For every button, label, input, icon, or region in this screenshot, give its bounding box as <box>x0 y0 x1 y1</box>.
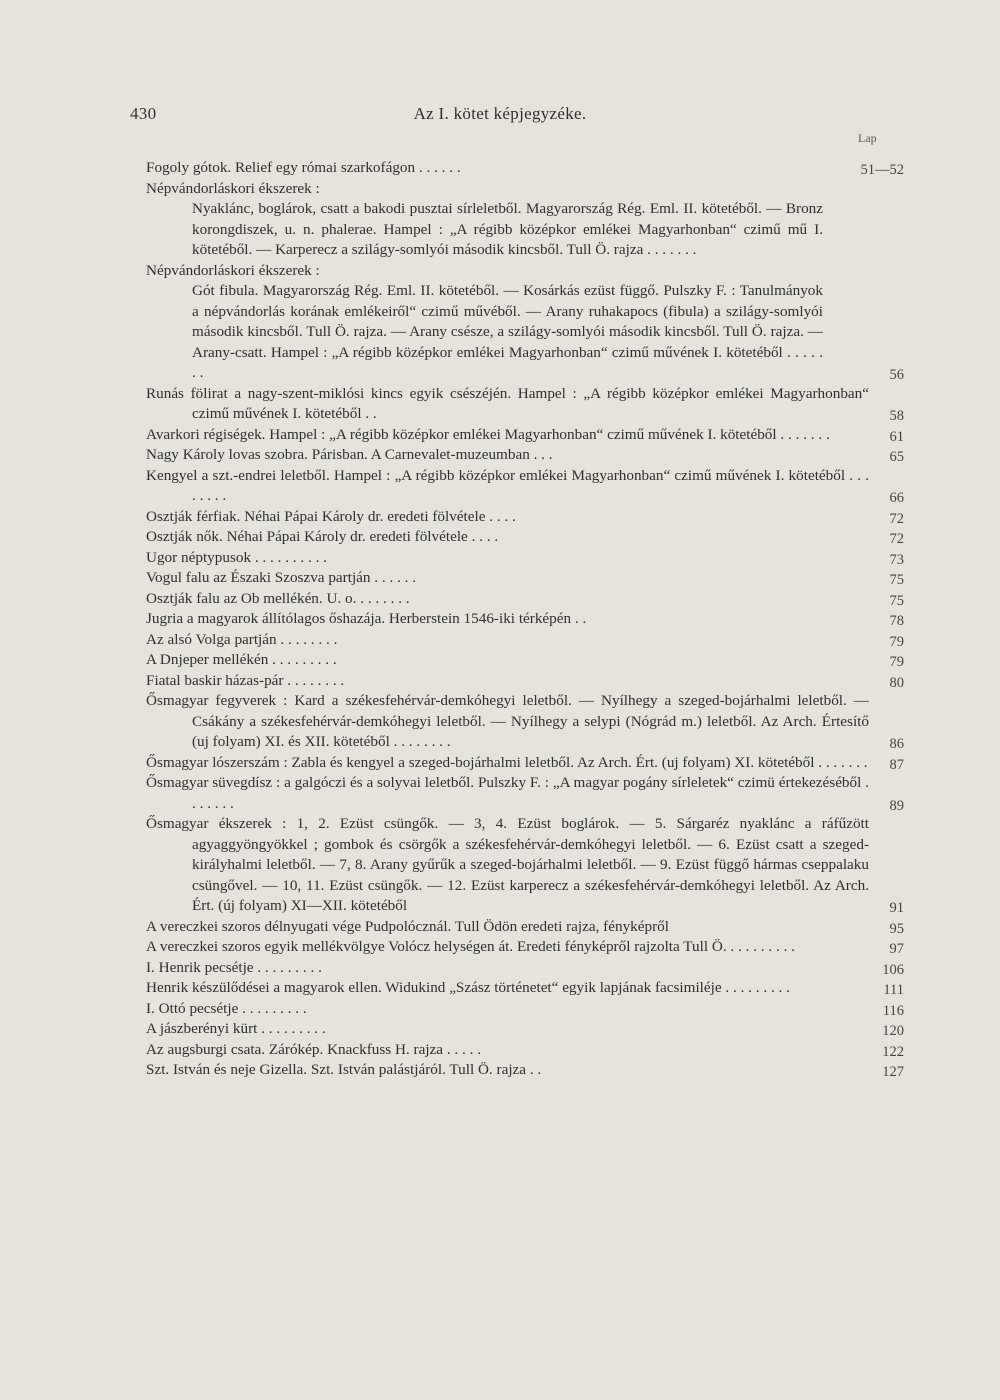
entry-page-number: 95 <box>889 920 904 937</box>
entry-caption: Ugor néptypusok . . . . . . . . . . <box>146 548 327 566</box>
entry-page-number: 120 <box>882 1023 904 1039</box>
figure-index-list <box>0 158 1000 1081</box>
entry-caption: Osztják férfiak. Néhai Pápai Károly dr. eredeti fölvétele . . . . <box>146 507 516 525</box>
entry-caption: Osztják falu az Ob mellékén. U. o. . . . . . . . <box>146 589 410 607</box>
entry-caption: Ősmagyar lószerszám : Zabla és kengyel a szeged-bojárhalmi leletből. Az Arch. Ért. (uj folyam) XI. kötetéből . . . . . . . <box>146 753 868 771</box>
entry-caption: A vereczkei szoros egyik mellékvölgye Volócz helységen át. Eredeti fényképről rajzolta Tull Ö. . . . . . . . . . <box>146 938 795 955</box>
entry-caption: Ősmagyar süvegdísz : a galgóczi és a solyvai leletből. Pulszky F. : „A magyar pogány sírleletek“ czimü értekezéséből . . . . . . . <box>146 774 869 812</box>
entry-page-number: 116 <box>882 1002 904 1019</box>
page-column-label: Lap <box>858 131 877 145</box>
index-entry <box>0 158 1000 179</box>
index-entry <box>0 691 1000 753</box>
page-number: 430 <box>130 104 157 123</box>
entry-caption: A Dnjeper mellékén . . . . . . . . . <box>146 651 337 668</box>
entry-caption: I. Henrik pecsétje . . . . . . . . . <box>146 958 322 976</box>
index-entry <box>0 978 1000 999</box>
index-entry <box>0 1019 1000 1040</box>
entry-page-number: 73 <box>889 551 904 568</box>
index-entry <box>0 753 1000 774</box>
index-entry <box>0 568 1000 589</box>
index-entry <box>0 445 1000 466</box>
entry-page-number: 75 <box>889 592 904 609</box>
entry-page-number: 91 <box>889 900 904 916</box>
entry-page-number: 80 <box>889 674 904 691</box>
entry-caption: Runás fölirat a nagy-szent-miklósi kincs egyik csészéjén. Hampel : „A régibb középkor emlékei Magyarhonban“ czimű művének I. kötetéből . . <box>146 384 869 422</box>
entry-caption: Jugria a magyarok állítólagos őshazája. Herberstein 1546-iki térképén . . <box>146 610 587 627</box>
entry-page-number: 51—52 <box>860 162 904 178</box>
entry-caption: A vereczkei szoros délnyugati vége Pudpolócznál. Tull Ödön eredeti rajza, fényképről <box>146 917 669 935</box>
index-entry <box>0 1040 1000 1061</box>
entry-page-number: 75 <box>889 572 904 588</box>
index-entry <box>0 548 1000 569</box>
index-entry <box>0 425 1000 446</box>
index-entry <box>0 261 1000 282</box>
entry-caption: Avarkori régiségek. Hampel : „A régibb középkor emlékei Magyarhonban“ czimű művének I. kötetéből . . . . . . . <box>146 425 830 443</box>
entry-page-number: 56 <box>889 367 904 383</box>
entry-page-number: 79 <box>889 654 904 670</box>
entry-caption: Gót fibula. Magyarország Rég. Eml. II. kötetéből. — Kosárkás ezüst függő. Pulszky F. : Tanulmányok a népvándorlás korának emlékeiről“ czimű művéből. — Arany ruhakapocs (fibula) a szilágy-somlyói második kincsből. Tull Ö. rajza. — Arany csésze, a szilágy-somlyói második kincsből. Tull Ö. rajza. — Arany-csatt. Hampel : „A régibb középkor emlékei Magyarhonban“ czimű művének I. kötetéből . . . . . . . <box>192 282 823 381</box>
index-entry <box>0 384 1000 425</box>
entry-caption: Osztják nők. Néhai Pápai Károly dr. eredeti fölvétele . . . . <box>146 528 499 545</box>
entry-caption: Nyaklánc, boglárok, csatt a bakodi pusztai sírleletből. Magyarország Rég. Eml. II. kötetéből. — Bronz korongdiszek, u. n. phalerae. Hampel : „A régibb középkor emlékei Magyarhonban“ czimű mű I. kötetéből. — Karperecz a szilágy-somlyói második kincsből. Tull Ö. rajza . . . . . . . <box>192 200 823 258</box>
entry-caption: Az alsó Volga partján . . . . . . . . <box>146 630 338 648</box>
entry-caption: Fiatal baskir házas-pár . . . . . . . . <box>146 671 345 689</box>
index-entry <box>0 1060 1000 1081</box>
entry-caption: Népvándorláskori ékszerek : <box>146 261 320 279</box>
index-entry <box>0 527 1000 548</box>
entry-page-number: 72 <box>889 531 904 547</box>
entry-page-number: 86 <box>889 736 904 752</box>
entry-caption: Kengyel a szt.-endrei leletből. Hampel : „A régibb középkor emlékei Magyarhonban“ czimű művének I. kötetéből . . . . . . . . <box>146 466 869 504</box>
index-entry <box>0 630 1000 651</box>
entry-page-number: 127 <box>882 1064 904 1080</box>
entry-page-number: 87 <box>889 756 904 773</box>
index-entry <box>0 281 1000 384</box>
entry-page-number: 66 <box>889 490 904 506</box>
entry-page-number: 72 <box>889 510 904 527</box>
entry-page-number: 78 <box>889 613 904 629</box>
entry-caption: Henrik készülődései a magyarok ellen. Widukind „Szász történetet“ egyik lapjának facsimiléje . . . . . . . . . <box>146 979 790 996</box>
index-entry <box>0 917 1000 938</box>
entry-page-number: 58 <box>889 408 904 424</box>
entry-page-number: 97 <box>889 941 904 957</box>
index-entry <box>0 937 1000 958</box>
entry-caption: Fogoly gótok. Relief egy római szarkofágon . . . . . . <box>146 159 461 176</box>
entry-page-number: 61 <box>889 428 904 445</box>
index-entry <box>0 179 1000 200</box>
index-entry <box>0 773 1000 814</box>
index-entry <box>0 671 1000 692</box>
entry-caption: Az augsburgi csata. Zárókép. Knackfuss H. rajza . . . . . <box>146 1040 481 1058</box>
index-entry <box>0 199 1000 261</box>
index-entry <box>0 999 1000 1020</box>
running-title: Az I. kötet képjegyzéke. <box>413 104 587 123</box>
entry-caption: Ősmagyar fegyverek : Kard a székesfehérvár-demkóhegyi leletből. — Nyílhegy a szeged-bojárhalmi leletből. — Csákány a székesfehérvár-demkóhegyi leletből. — Nyílhegy a selypi (Nógrád m.) leletből. Az Arch. Értesítő (uj folyam) XI. és XII. kötetéből . . . . . . . . <box>146 692 869 750</box>
entry-caption: I. Ottó pecsétje . . . . . . . . . <box>146 999 307 1017</box>
index-entry <box>0 609 1000 630</box>
entry-caption: Ősmagyar ékszerek : 1, 2. Ezüst csüngők. — 3, 4. Ezüst boglárok. — 5. Sárgaréz nyaklánc a ráfűzött agyaggyöngyökkel ; gombok és csörgők a székesfehérvár-demkóhegyi leletből. — 6. Ezüst csatt a szeged-királyhalmi leletből. — 7, 8. Arany gyűrűk a szeged-bojárhalmi leletből. — 9. Ezüst függő hármas cseppalaku csüngővel. — 10, 11. Ezüst csüngők. — 12. Ezüst karperecz a székesfehérvár-demkóhegyi leletből. Az Arch. Ért. (új folyam) XI—XII. kötetéből <box>146 815 869 914</box>
entry-caption: A jászberényi kürt . . . . . . . . . <box>146 1020 326 1037</box>
entry-caption: Vogul falu az Északi Szoszva partján . . . . . . <box>146 569 417 586</box>
index-entry <box>0 507 1000 528</box>
entry-caption: Nagy Károly lovas szobra. Párisban. A Carnevalet-muzeumban . . . <box>146 446 553 463</box>
entry-page-number: 106 <box>882 961 904 978</box>
index-entry <box>0 650 1000 671</box>
entry-page-number: 65 <box>889 449 904 465</box>
entry-page-number: 89 <box>889 797 904 814</box>
entry-page-number: 111 <box>883 982 904 998</box>
index-entry <box>0 814 1000 917</box>
index-entry <box>0 589 1000 610</box>
index-entry <box>0 958 1000 979</box>
entry-caption: Szt. István és neje Gizella. Szt. István palástjáról. Tull Ö. rajza . . <box>146 1061 542 1078</box>
entry-page-number: 79 <box>889 633 904 650</box>
entry-page-number: 122 <box>882 1043 904 1060</box>
entry-caption: Népvándorláskori ékszerek : <box>146 179 320 197</box>
index-entry <box>0 466 1000 507</box>
